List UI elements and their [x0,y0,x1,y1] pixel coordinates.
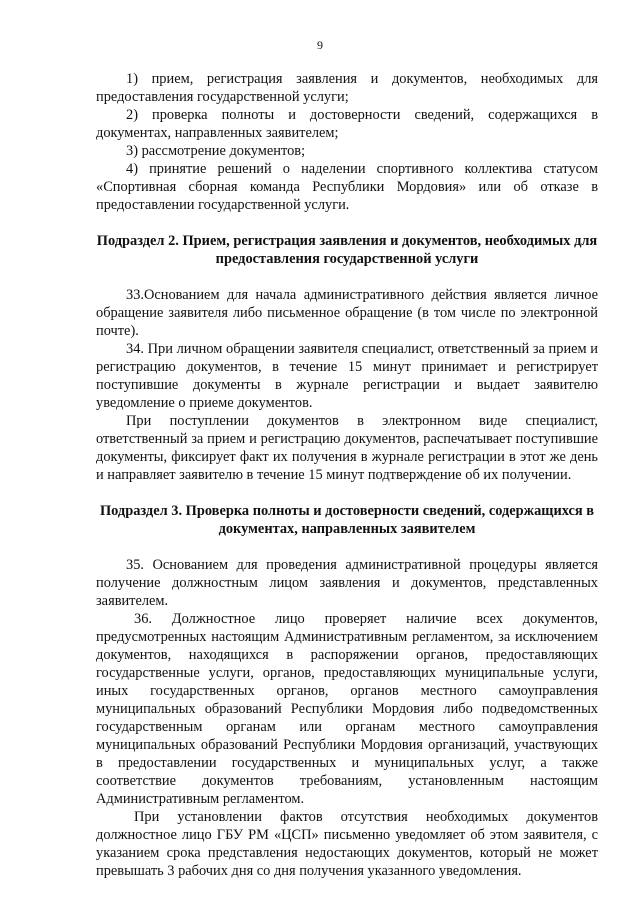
section-2-paragraph-34: 34. При личном обращении заявителя специалист, ответственный за прием и регистрацию документов, в течение 15 минут принимает и регистрирует поступившие документы в журнале регистрации и выдает заявителю уведомление о приеме документов. [96,341,598,411]
section-2-paragraph-electronic: При поступлении документов в электронном виде специалист, ответственный за прием и регистрацию документов, распечатывает поступившие документы, фиксирует факт их получения в журнале регистрации в этот же день и направляет заявителю в течение 15 минут подтверждение об их получении. [96,413,598,483]
section-3-paragraph-36: 36. Должностное лицо проверяет наличие всех документов, предусмотренных настоящим Административным регламентом, за исключением документов, находящихся в распоряжении органов, предоставляющих государственные услуги, органов, предоставляющих муниципальные услуги, иных государственных органов, органов местного самоуправления муниципальных образований Республики Мордовия либо подведомственных государственным органам или органам местного самоуправления муниципальных образований Республики Мордовия организаций, участвующих в предоставлении государственных и муниципальных услуг, а также соответствие документов требованиям, установленным настоящим Административным регламентом. [96,611,598,807]
list-item-1: 1) прием, регистрация заявления и документов, необходимых для предоставления государственной услуги; [96,71,598,105]
section-3-heading: Подраздел 3. Проверка полноты и достоверности сведений, содержащихся в документах, направленных заявителем [99,503,595,537]
list-item-4: 4) принятие решений о наделении спортивного коллектива статусом «Спортивная сборная команда Республики Мордовия» или об отказе в предоставлении государственной услуги. [96,161,598,213]
list-item-2: 2) проверка полноты и достоверности сведений, содержащихся в документах, направленных заявителем; [96,107,598,141]
section-3-paragraph-35: 35. Основанием для проведения административной процедуры является получение должностным лицом заявления и документов, представленных заявителем. [96,557,598,609]
section-2-heading: Подраздел 2. Прием, регистрация заявления и документов, необходимых для предоставления государственной услуги [96,233,598,267]
list-item-3: 3) рассмотрение документов; [126,143,306,159]
page-number: 9 [317,38,323,52]
section-3-paragraph-notification: При установлении фактов отсутствия необходимых документов должностное лицо ГБУ РМ «ЦСП» письменно уведомляет об этом заявителя, с указанием срока представления недостающих документов, который не может превышать 3 рабочих дня со дня получения указанного уведомления. [96,809,598,879]
section-2-paragraph-33: 33.Основанием для начала административного действия является личное обращение заявителя либо письменное обращение (в том числе по электронной почте). [96,287,598,339]
